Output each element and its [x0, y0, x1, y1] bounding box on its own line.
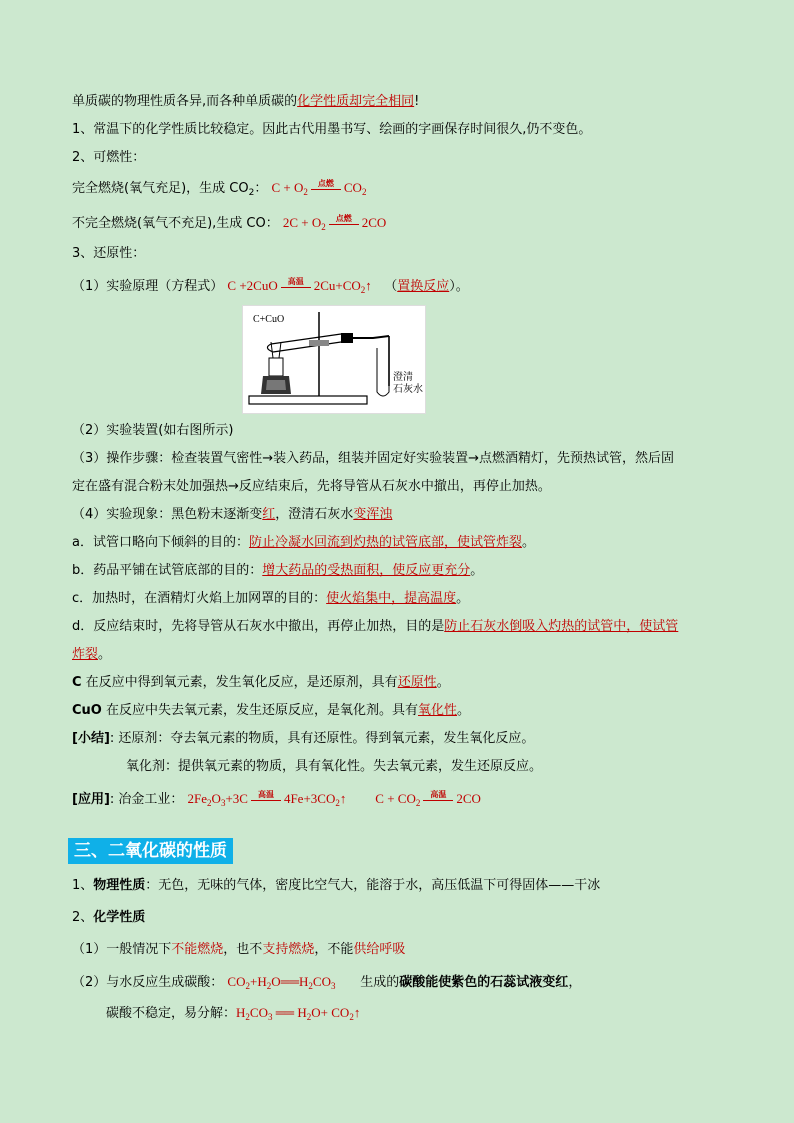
question-d-text: d．反应结束时，先将导管从石灰水中撤出，再停止加热，目的是	[72, 619, 445, 634]
complete-eq-right-sub: 2	[361, 187, 367, 197]
dc-eq-2: CO	[249, 1005, 268, 1020]
ca-sub-1: 2	[245, 981, 250, 991]
principle-eq-right: 2Cu+CO	[313, 278, 361, 293]
gas-arrow: ↑	[353, 1005, 361, 1020]
condition-arrow	[249, 791, 283, 805]
answer-c: 使火焰集中，提高温度	[326, 591, 457, 606]
carbonic-acid-line	[72, 972, 727, 993]
co2-combustion-text: （1）一般情况下	[72, 942, 172, 957]
summary-line-2: 氧化剂：提供氧元素的物质，具有氧化性。失去氧元素，发生还原反应。	[126, 759, 543, 774]
intro-end: !	[414, 94, 420, 109]
answer-d-cont: 炸裂	[72, 647, 99, 662]
carbon-symbol: C	[72, 675, 82, 690]
stability-line: 1、常温下的化学性质比较稳定。因此古代用墨书写、绘画的字画保存时间很久,仍不变色。	[72, 122, 592, 137]
document-page	[72, 92, 727, 1022]
phenomenon-turbid: 变浑浊	[353, 507, 393, 522]
reaction-type: 置换反应	[397, 279, 450, 294]
gas-arrow: ↑	[339, 791, 347, 806]
iron-eq-left: 2Fe	[187, 791, 208, 806]
apparatus-figure	[242, 305, 426, 414]
no-breathing: 供给呼吸	[353, 942, 406, 957]
cuo-role-end: 。	[457, 703, 471, 718]
steps-line-1: （3）操作步骤：检查装置气密性→装入药品，组装并固定好实验装置→点燃酒精灯，先预热试管，然后固	[72, 451, 675, 466]
dc-sub-2: 3	[267, 1012, 273, 1022]
arrow-bar	[311, 189, 341, 190]
intro-highlight: 化学性质却完全相同	[297, 94, 415, 109]
dc-eq-1: H	[236, 1005, 246, 1020]
principle-eq-left: C +2CuO	[227, 278, 278, 293]
combustibility-heading: 2、可燃性：	[72, 150, 146, 165]
intro-text: 单质碳的物理性质各异,而各种单质碳的	[72, 94, 298, 109]
question-c-end: 。	[456, 591, 470, 606]
iron-eq-sub1: 2	[207, 798, 212, 808]
ca-sub-4: 3	[330, 981, 336, 991]
cuo-symbol: CuO	[72, 703, 102, 718]
application-line	[72, 789, 727, 810]
principle-line	[72, 276, 727, 297]
question-d-end: 。	[98, 647, 112, 662]
condition-arrow	[279, 278, 313, 292]
arrow-bar	[423, 800, 453, 801]
condition-arrow	[327, 215, 361, 229]
litmus-note: 碳酸能使紫色的石蕊试液变红	[399, 975, 569, 990]
dc-sub-4: 2	[349, 1012, 354, 1022]
principle-close: ）。	[449, 279, 469, 294]
condition-arrow	[309, 180, 343, 194]
apparatus-diagram	[243, 306, 425, 413]
decomposition-line	[72, 1003, 727, 1024]
arrow-bar	[329, 224, 359, 225]
question-a-text: a．试管口略向下倾斜的目的：	[72, 535, 249, 550]
iron-eq-right: 4Fe+3CO	[283, 791, 336, 806]
iron-equation	[188, 791, 347, 806]
co2-combustion-text-3: ，不能	[314, 942, 354, 957]
condition-label: 高温	[287, 277, 304, 286]
phenomenon-text: （4）实验现象：黑色粉末逐渐变	[72, 507, 263, 522]
summary-text-1: : 还原剂：夺去氧元素的物质，具有还原性。得到氧元素，发生氧化反应。	[109, 731, 535, 746]
section-heading-wrap	[72, 838, 727, 864]
ca-sub-2: 2	[266, 981, 272, 991]
physical-label: 物理性质	[93, 878, 146, 893]
ca-eq-4: CO	[312, 974, 331, 989]
question-a	[72, 533, 727, 553]
figure-label-limewater: 石灰水	[393, 384, 423, 395]
carbon-property: 还原性	[397, 675, 437, 690]
chemical-num: 2、	[72, 910, 94, 925]
iron-eq-sub2: 3	[220, 798, 226, 808]
question-b	[72, 561, 727, 581]
co-eq-left-sub: 2	[415, 798, 421, 808]
incomplete-equation	[283, 215, 386, 230]
incomplete-eq-left-sub: 2	[321, 222, 326, 232]
question-b-text: b．药品平铺在试管底部的目的：	[72, 563, 263, 578]
question-d-cont	[72, 645, 727, 665]
complete-colon: ：	[254, 181, 268, 196]
question-d	[72, 617, 727, 637]
decomposition-text: 碳酸不稳定，易分解：	[106, 1006, 237, 1021]
physical-text: ：无色，无味的气体，密度比空气大，能溶于水，高压低温下可得固体——干冰	[145, 878, 601, 893]
co-equation	[375, 791, 481, 806]
phenomenon-text-2: ，澄清石灰水	[275, 507, 354, 522]
gas-arrow: ↑	[365, 278, 372, 293]
question-c	[72, 589, 727, 609]
principle-equation	[227, 278, 371, 293]
carbon-role-end: 。	[436, 675, 450, 690]
intro-line	[72, 92, 727, 112]
physical-property-line	[72, 876, 727, 896]
carbon-role-line	[72, 673, 727, 693]
application-tag: [应用]	[72, 792, 110, 807]
chemical-property-line	[72, 908, 727, 928]
answer-a: 防止冷凝水回流到灼热的试管底部，使试管炸裂	[248, 535, 522, 550]
carbonic-acid-end: ，	[568, 975, 582, 990]
answer-b: 增大药品的受热面积，使反应更充分	[262, 563, 471, 578]
principle-open: （	[384, 279, 398, 294]
carbonic-acid-text: （2）与水反应生成碳酸：	[72, 975, 224, 990]
carbon-role-text: 在反应中得到氧元素，发生氧化反应，是还原剂，具有	[81, 675, 398, 690]
complete-eq-left-sub: 2	[303, 187, 308, 197]
arrow-bar	[251, 800, 281, 801]
co2-combustion-text-2: ，也不	[223, 942, 263, 957]
chemical-label: 化学性质	[93, 910, 146, 925]
iron-eq-rest: +3C	[225, 791, 248, 806]
co-eq-left: C + CO	[375, 791, 416, 806]
dc-sub-3: 2	[306, 1012, 312, 1022]
incomplete-label: 不完全燃烧(氧气不充足),生成 CO：	[72, 216, 279, 231]
arrow-bar	[281, 287, 311, 288]
complete-eq-left: C + O	[271, 180, 304, 195]
iron-eq-mid: O	[211, 791, 221, 806]
dc-eq-4: O+ CO	[311, 1005, 350, 1020]
question-b-end: 。	[470, 563, 484, 578]
dc-eq-3: ══ H	[272, 1005, 307, 1020]
summary-tag: [小结]	[72, 731, 110, 746]
cuo-property: 氧化性	[418, 703, 458, 718]
summary-line-1	[72, 729, 727, 749]
cuo-role-line	[72, 701, 727, 721]
phenomenon-line	[72, 505, 727, 525]
cuo-role-text: 在反应中失去氧元素，发生还原反应，是氧化剂。具有	[101, 703, 418, 718]
condition-arrow	[421, 791, 455, 805]
ca-eq-3: O══H	[271, 974, 309, 989]
condition-label: 高温	[430, 790, 447, 799]
question-c-text: c．加热时，在酒精灯火焰上加网罩的目的：	[72, 591, 327, 606]
complete-equation	[271, 180, 366, 195]
application-text: : 冶金工业：	[109, 792, 184, 807]
figure-label-clear: 澄清	[393, 372, 413, 383]
incomplete-eq-right: 2CO	[361, 215, 387, 230]
decomposition-equation	[236, 1005, 360, 1020]
no-burn: 不能燃烧	[171, 942, 224, 957]
reducibility-heading: 3、还原性：	[72, 246, 146, 261]
question-a-end: 。	[521, 535, 535, 550]
no-support: 支持燃烧	[262, 942, 315, 957]
phenomenon-red: 红	[262, 507, 276, 522]
carbonic-acid-equation	[227, 974, 335, 989]
complete-eq-right: CO	[343, 180, 362, 195]
figure-label-reactants: C+CuO	[253, 314, 285, 325]
dc-sub-1: 2	[245, 1012, 250, 1022]
condition-label: 点燃	[335, 214, 352, 223]
answer-d: 防止石灰水倒吸入灼热的试管中，使试管	[444, 619, 679, 634]
incomplete-combustion-line	[72, 213, 727, 234]
condition-label: 点燃	[317, 179, 334, 188]
condition-label: 高温	[257, 790, 274, 799]
ca-eq-1: CO	[227, 974, 246, 989]
iron-eq-right-sub: 2	[335, 798, 340, 808]
complete-combustion-line	[72, 178, 727, 199]
section-heading: 三、二氧化碳的性质	[68, 838, 233, 864]
ca-sub-3: 2	[308, 981, 313, 991]
device-line: （2）实验装置(如右图所示)	[72, 423, 234, 438]
complete-label: 完全燃烧(氧气充足)，生成 CO	[72, 181, 249, 196]
principle-label: （1）实验原理（方程式）	[72, 279, 224, 294]
co2-combustion-line	[72, 940, 727, 960]
principle-eq-right-sub: 2	[360, 285, 366, 295]
steps-line-2: 定在盛有混合粉末处加强热→反应结束后，先将导管从石灰水中撤出，再停止加热。	[72, 479, 551, 494]
incomplete-eq-left: 2C + O	[282, 215, 322, 230]
ca-eq-2: +H	[249, 974, 267, 989]
co-eq-right: 2CO	[456, 791, 481, 806]
carbonic-acid-text-2: 生成的	[360, 975, 400, 990]
physical-num: 1、	[72, 878, 94, 893]
complete-label-sub: 2	[248, 188, 255, 198]
